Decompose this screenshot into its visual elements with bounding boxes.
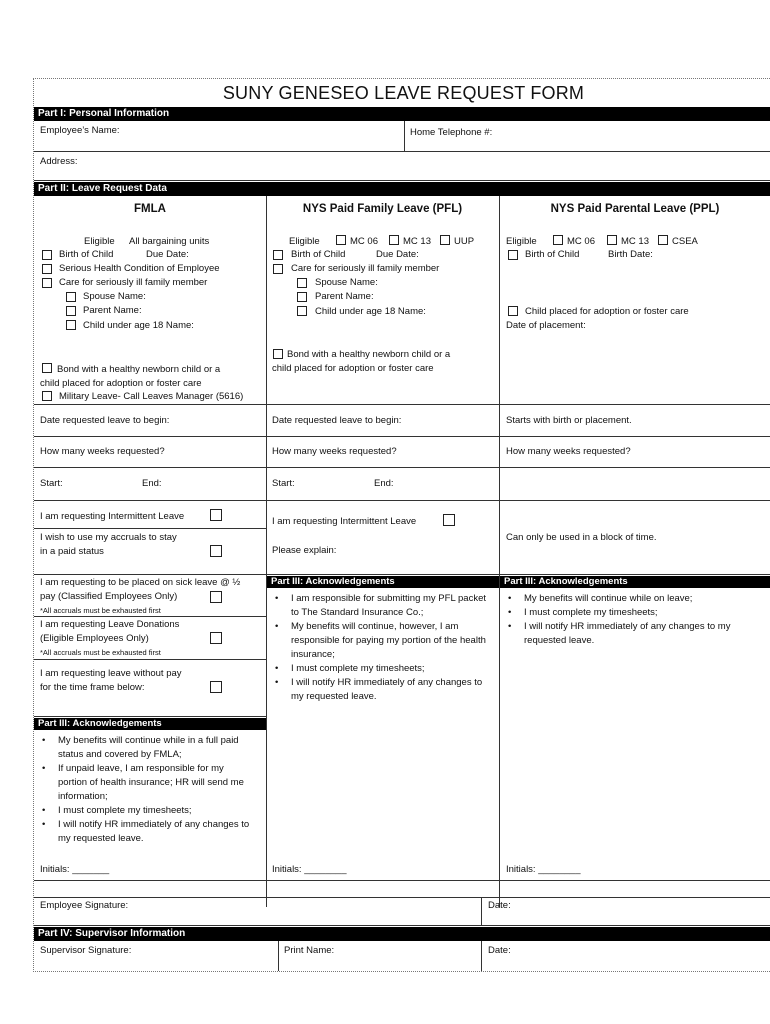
fmla-ack-item: • I must complete my timesheets; <box>36 804 254 818</box>
address-label: Address: <box>40 156 78 167</box>
fmla-child-checkbox[interactable] <box>66 320 76 330</box>
pfl-parent-checkbox[interactable] <box>297 292 307 302</box>
fmla-spouse-checkbox[interactable] <box>66 292 76 302</box>
fmla-spouse-label: Spouse Name: <box>83 291 146 302</box>
fmla-accruals-checkbox[interactable] <box>210 545 222 557</box>
pfl-mc06-label: MC 06 <box>350 236 378 247</box>
pfl-care-checkbox[interactable] <box>273 264 283 274</box>
fmla-sick-note: *All accruals must be exhausted first <box>40 606 161 615</box>
pfl-birth-label: Birth of Child <box>291 249 346 260</box>
fmla-weeks-label: How many weeks requested? <box>40 446 165 457</box>
fmla-title: FMLA <box>134 203 166 215</box>
ppl-weeks-label: How many weeks requested? <box>506 446 631 457</box>
home-telephone-field[interactable] <box>504 124 764 140</box>
pfl-due-date-label: Due Date: <box>376 249 419 260</box>
pfl-uup-checkbox[interactable] <box>440 235 450 245</box>
pfl-end-label: End: <box>374 478 394 489</box>
ppl-birth-date-label: Birth Date: <box>608 249 653 260</box>
ppl-block-label: Can only be used in a block of time. <box>506 532 657 543</box>
pfl-parent-label: Parent Name: <box>315 291 374 302</box>
fmla-serious-health-label: Serious Health Condition of Employee <box>59 263 220 274</box>
ppl-csea-label: CSEA <box>672 236 698 247</box>
leave-request-form <box>33 78 770 972</box>
fmla-parent-checkbox[interactable] <box>66 306 76 316</box>
fmla-intermittent-label: I am requesting Intermittent Leave <box>40 511 185 522</box>
fmla-sick-label-1: I am requesting to be placed on sick leave @ ½ <box>40 577 241 588</box>
employee-date-label: Date: <box>488 900 511 911</box>
fmla-birth-label: Birth of Child <box>59 249 114 260</box>
ppl-starts-with: Starts with birth or placement. <box>506 415 632 426</box>
fmla-date-begin-label: Date requested leave to begin: <box>40 415 170 426</box>
pfl-explain-label: Please explain: <box>272 545 337 556</box>
employee-name-field[interactable] <box>126 122 396 138</box>
supervisor-date-label: Date: <box>488 945 511 956</box>
fmla-sick-checkbox[interactable] <box>210 591 222 603</box>
pfl-intermittent-checkbox[interactable] <box>443 514 455 526</box>
pfl-birth-checkbox[interactable] <box>273 250 283 260</box>
employee-name-label: Employee’s Name: <box>40 125 120 136</box>
fmla-bond-label-2: child placed for adoption or foster care <box>40 378 202 389</box>
ppl-mc13-checkbox[interactable] <box>607 235 617 245</box>
employee-signature-field[interactable] <box>134 898 474 920</box>
pfl-ack-heading: Part III: Acknowledgements <box>267 576 499 588</box>
fmla-intermittent-checkbox[interactable] <box>210 509 222 521</box>
part1-heading: Part I: Personal Information <box>34 107 770 121</box>
fmla-nopay-label-2: for the time frame below: <box>40 682 145 693</box>
pfl-mc13-checkbox[interactable] <box>389 235 399 245</box>
fmla-end-label: End: <box>142 478 162 489</box>
pfl-mc06-checkbox[interactable] <box>336 235 346 245</box>
pfl-title: NYS Paid Family Leave (PFL) <box>302 203 463 215</box>
ppl-eligible-label: Eligible <box>506 236 537 247</box>
pfl-weeks-label: How many weeks requested? <box>272 446 397 457</box>
supervisor-signature-label: Supervisor Signature: <box>40 945 132 956</box>
pfl-intermittent-label: I am requesting Intermittent Leave <box>272 516 417 527</box>
home-telephone-label: Home Telephone #: <box>410 127 493 138</box>
part2-heading: Part II: Leave Request Data <box>34 182 770 196</box>
pfl-bond-label-1: Bond with a healthy newborn child or a <box>287 349 451 360</box>
form-title: SUNY GENESEO LEAVE REQUEST FORM <box>222 83 585 103</box>
fmla-accruals-label-2: in a paid status <box>40 546 104 557</box>
fmla-care-checkbox[interactable] <box>42 278 52 288</box>
fmla-start-label: Start: <box>40 478 63 489</box>
fmla-serious-health-checkbox[interactable] <box>42 264 52 274</box>
pfl-bond-checkbox[interactable] <box>273 349 283 359</box>
fmla-donation-note: *All accruals must be exhausted first <box>40 648 161 657</box>
address-field[interactable] <box>84 153 764 171</box>
ppl-ack-item: • My benefits will continue while on leave; <box>502 592 764 606</box>
fmla-ack-item: • If unpaid leave, I am responsible for my portion of health insurance; HR will send me information; <box>36 762 254 804</box>
fmla-eligible-label: Eligible <box>84 236 115 247</box>
ppl-ack-item: • I will notify HR immediately of any changes to my requested leave. <box>502 620 764 648</box>
pfl-uup-label: UUP <box>454 236 475 247</box>
ppl-birth-label: Birth of Child <box>525 249 580 260</box>
pfl-ack-item: • I will notify HR immediately of any changes to my requested leave. <box>269 676 491 704</box>
fmla-ack-heading: Part III: Acknowledgements <box>34 718 266 730</box>
fmla-donation-label-1: I am requesting Leave Donations <box>40 619 180 630</box>
fmla-accruals-label-1: I wish to use my accruals to stay <box>40 532 177 543</box>
pfl-start-label: Start: <box>272 478 295 489</box>
print-name-label: Print Name: <box>284 945 335 956</box>
pfl-ack-item: • My benefits will continue, however, I am responsible for paying my portion of the health insurance; <box>269 620 491 662</box>
fmla-parent-label: Parent Name: <box>83 305 142 316</box>
fmla-bond-checkbox[interactable] <box>42 363 52 373</box>
ppl-mc06-label: MC 06 <box>567 236 595 247</box>
fmla-bond-label-1: Bond with a healthy newborn child or a <box>57 364 221 375</box>
fmla-eligible-units: All bargaining units <box>129 236 210 247</box>
pfl-ack-list <box>269 592 491 704</box>
pfl-spouse-checkbox[interactable] <box>297 278 307 288</box>
ppl-initials[interactable]: Initials: ________ <box>506 864 581 875</box>
fmla-donation-checkbox[interactable] <box>210 632 222 644</box>
fmla-sick-label-2: pay (Classified Employees Only) <box>40 591 178 602</box>
ppl-adoption-checkbox[interactable] <box>508 306 518 316</box>
ppl-title: NYS Paid Parental Leave (PPL) <box>550 203 720 215</box>
pfl-child-label: Child under age 18 Name: <box>315 306 426 317</box>
supervisor-signature-field[interactable] <box>144 943 274 967</box>
pfl-mc13-label: MC 13 <box>403 236 431 247</box>
ppl-csea-checkbox[interactable] <box>658 235 668 245</box>
fmla-birth-checkbox[interactable] <box>42 250 52 260</box>
fmla-initials[interactable]: Initials: _______ <box>40 864 110 875</box>
ppl-placement-label: Date of placement: <box>506 320 586 331</box>
supervisor-date-field[interactable] <box>518 943 766 967</box>
ppl-adoption-label: Child placed for adoption or foster care <box>525 306 689 317</box>
pfl-bond-label-2: child placed for adoption or foster care <box>272 363 434 374</box>
fmla-due-date-label: Due Date: <box>146 249 189 260</box>
pfl-child-checkbox[interactable] <box>297 306 307 316</box>
part4-heading: Part IV: Supervisor Information <box>34 927 770 941</box>
pfl-care-label: Care for seriously ill family member <box>291 263 440 274</box>
fmla-ack-list <box>36 734 254 846</box>
pfl-eligible-label: Eligible <box>289 236 320 247</box>
fmla-child-label: Child under age 18 Name: <box>83 320 194 331</box>
pfl-date-begin-label: Date requested leave to begin: <box>272 415 402 426</box>
fmla-care-label: Care for seriously ill family member <box>59 277 208 288</box>
print-name-field[interactable] <box>342 943 477 967</box>
fmla-donation-label-2: (Eligible Employees Only) <box>40 633 149 644</box>
pfl-spouse-label: Spouse Name: <box>315 277 378 288</box>
fmla-nopay-label-1: I am requesting leave without pay <box>40 668 182 679</box>
ppl-birth-checkbox[interactable] <box>508 250 518 260</box>
fmla-ack-item: • I will notify HR immediately of any changes to my requested leave. <box>36 818 254 846</box>
ppl-ack-list <box>502 592 764 648</box>
ppl-ack-heading: Part III: Acknowledgements <box>500 576 770 588</box>
fmla-nopay-checkbox[interactable] <box>210 681 222 693</box>
ppl-mc13-label: MC 13 <box>621 236 649 247</box>
ppl-ack-item: • I must complete my timesheets; <box>502 606 764 620</box>
pfl-ack-item: • I must complete my timesheets; <box>269 662 491 676</box>
employee-date-field[interactable] <box>518 898 766 920</box>
fmla-military-label: Military Leave- Call Leaves Manager (5616) <box>59 391 244 402</box>
fmla-ack-item: • My benefits will continue while in a full paid status and covered by FMLA; <box>36 734 254 762</box>
fmla-military-checkbox[interactable] <box>42 391 52 401</box>
employee-signature-label: Employee Signature: <box>40 900 129 911</box>
pfl-initials[interactable]: Initials: ________ <box>272 864 347 875</box>
ppl-mc06-checkbox[interactable] <box>553 235 563 245</box>
pfl-ack-item: • I am responsible for submitting my PFL packet to The Standard Insurance Co.; <box>269 592 491 620</box>
